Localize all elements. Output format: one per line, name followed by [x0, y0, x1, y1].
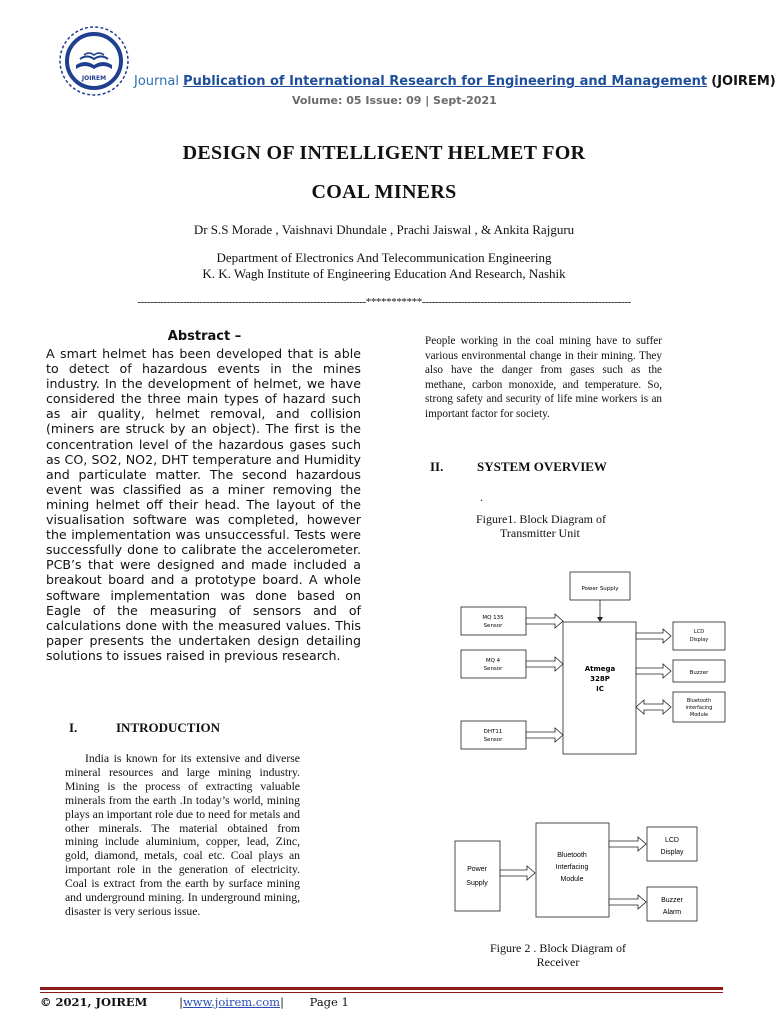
svg-text:IC: IC	[596, 685, 604, 693]
figure1-caption-line1: Figure1. Block Diagram of	[476, 512, 606, 526]
svg-text:Display: Display	[660, 849, 684, 856]
institute: K. K. Wagh Institute of Engineering Education And Research, Nashik	[202, 266, 566, 281]
svg-text:Alarm: Alarm	[662, 909, 682, 916]
svg-text:Module: Module	[689, 712, 709, 718]
journal-logo	[58, 25, 130, 97]
svg-text:LCD: LCD	[664, 837, 680, 844]
journal-name-link[interactable]: Publication of International Research for Engineering and Management	[183, 74, 708, 89]
svg-text:JOIREM: JOIREM	[81, 75, 107, 82]
svg-text:Sensor: Sensor	[483, 623, 503, 629]
svg-text:Power: Power	[467, 866, 487, 873]
svg-text:interfacing: interfacing	[685, 705, 713, 711]
svg-text:Sensor: Sensor	[483, 666, 503, 672]
journal-abbreviation: (JOIREM)	[711, 74, 776, 89]
figure1-caption-line2: Transmitter Unit	[500, 526, 580, 540]
fig1-mq4-box	[461, 650, 526, 678]
svg-text:DHT11: DHT11	[483, 729, 503, 735]
fig1-lcd-box	[673, 622, 725, 650]
section-heading-system-overview: SYSTEM OVERVIEW	[477, 459, 607, 474]
footer-copyright: © 2021, JOIREM	[40, 995, 148, 1009]
journal-prefix: Journal	[134, 74, 179, 89]
figure2-receiver-block-diagram	[441, 815, 716, 930]
introduction-text: India is known for its extensive and diverse mineral resources and large mining industry. Mining is the process of extracting valuable minerals from the earth .In today’s world, mining plays an important role due to need for metals and other minerals. The material obtained from mining include aluminium, copper, lead, Zinc, gold, diamond, metals, coal etc. Coal plays an important role in the generation of electricity. Coal is extract from the earth by surface mining and underground mining. In underground mining, disaster is very serious issue.	[65, 752, 300, 918]
fig1-mq135-box	[461, 607, 526, 635]
svg-text:Sensor: Sensor	[483, 737, 503, 743]
page-footer: © 2021, JOIREM |www.joirem.com| Page 1	[40, 995, 349, 1009]
footer-page-number: Page 1	[309, 995, 349, 1009]
department: Department of Electronics And Telecommunication Engineering	[216, 250, 552, 265]
svg-text:Bluetooth: Bluetooth	[686, 698, 712, 704]
separator-line: ----------------------------------------------------------------------***********----------------------------------------------------------------	[137, 296, 631, 308]
introduction-continuation: People working in the coal mining have to suffer various environmental change in their mining. They also have the danger from gases such as the methane, carbon monoxide, and temperature. So, strong safety and security of life mine workers is an important factor for society.	[425, 335, 662, 420]
svg-text:Bluetooth: Bluetooth	[557, 852, 587, 859]
fig2-power-supply-box	[455, 841, 500, 911]
abstract-heading: Abstract –	[167, 329, 242, 344]
svg-text:Buzzer: Buzzer	[661, 897, 683, 904]
section-number-system-overview: II.	[430, 459, 444, 474]
svg-text:Supply: Supply	[466, 880, 488, 887]
section-heading-introduction: INTRODUCTION	[116, 720, 221, 735]
authors: Dr S.S Morade , Vaishnavi Dhundale , Prachi Jaiswal , & Ankita Rajguru	[193, 222, 575, 237]
fig1-dht11-box	[461, 721, 526, 749]
svg-text:MQ 4: MQ 4	[485, 658, 501, 664]
stray-dot: .	[480, 490, 483, 504]
abstract-body: A smart helmet has been developed that is able to detect of hazardous events in the mines industry. In the development of helmet, we have considered the three main types of hazard such as air quality, helmet removal, and collision (miners are struck by an object). The first is the concentration level of the hazardous gases such as CO, SO2, NO2, DHT temperature and Humidity and particulate matter. The second hazardous event was classified as a miner removing the mining helmet off their head. The layout of the visualisation software was completed, however the implementation was unsuccessful. Tests were successfully done to calibrate the accelerometer. PCB’s that were designed and made included a breakout board and a prototype board. A whole software implementation was done based on Eagle of the measuring of sensors and of calculations done with the measured values. This paper presents the undertaken design detailing solutions to issues raised in previous research.	[46, 346, 361, 663]
paper-title-line-2: COAL MINERS	[311, 181, 457, 203]
figure2-caption	[478, 941, 638, 969]
svg-text:Power Supply: Power Supply	[581, 586, 619, 592]
section-number-introduction: I.	[69, 720, 78, 735]
figure2-caption-line1: Figure 2 . Block Diagram of	[490, 941, 626, 955]
volume-issue-line: Volume: 05 Issue: 09 | Sept-2021	[292, 94, 497, 107]
svg-text:Interfacing: Interfacing	[555, 864, 589, 871]
footer-rule-thick	[40, 987, 723, 990]
svg-text:Atmega: Atmega	[584, 665, 616, 673]
svg-text:328P: 328P	[590, 675, 610, 683]
svg-text:Module: Module	[560, 876, 584, 883]
footer-website-link[interactable]: www.joirem.com	[182, 995, 281, 1009]
paper-title-line-1: DESIGN OF INTELLIGENT HELMET FOR	[182, 142, 586, 164]
figure1-transmitter-block-diagram	[455, 566, 715, 760]
svg-text:Buzzer: Buzzer	[689, 670, 709, 676]
svg-text:Display: Display	[689, 637, 709, 643]
svg-text:LCD: LCD	[693, 629, 705, 635]
figure1-caption	[476, 512, 626, 540]
svg-text:MQ 135: MQ 135	[482, 615, 504, 621]
journal-name-line	[134, 74, 776, 89]
introduction-body	[65, 752, 300, 919]
figure2-caption-line2: Receiver	[536, 955, 580, 969]
footer-rule-thin	[40, 992, 723, 993]
